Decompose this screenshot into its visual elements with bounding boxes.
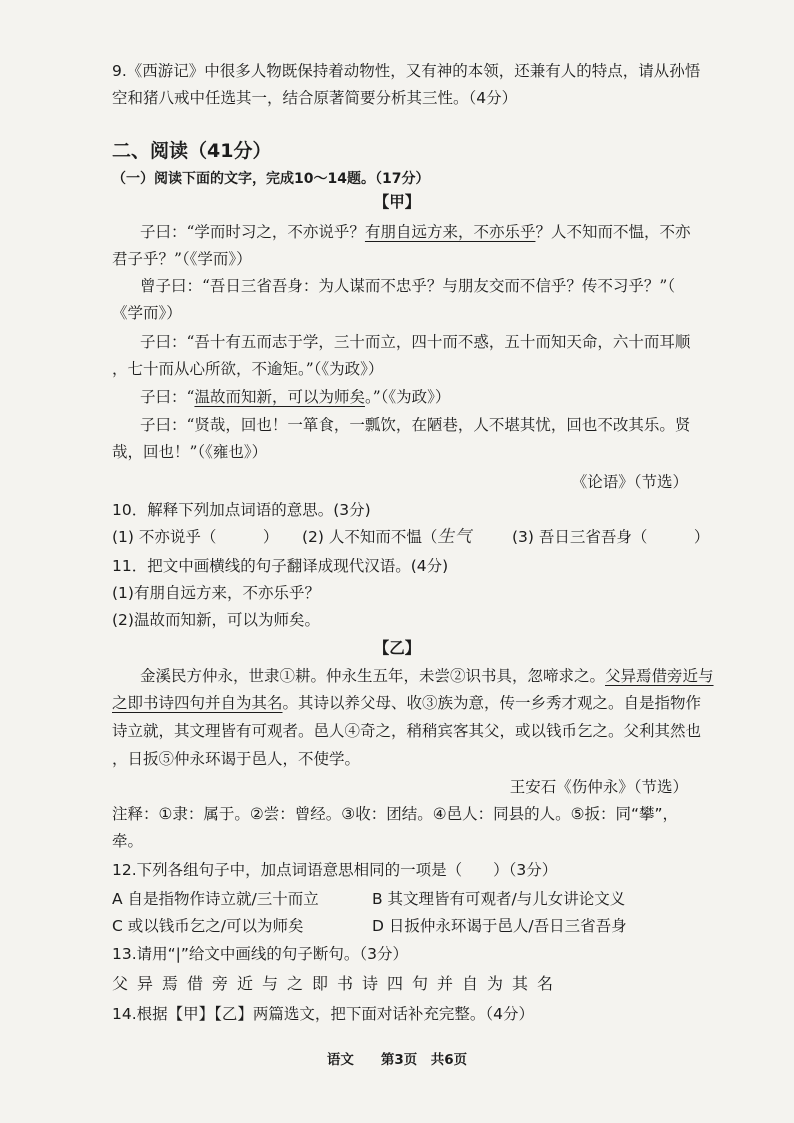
yi-line4: ，日扳⑤仲永环谒于邑人，不使学。	[112, 750, 361, 768]
jia-p1-text-a: 子曰：“学而时习之，不亦说乎？	[140, 223, 365, 241]
jia-p3-line1: 子曰：“吾十有五而志于学，三十而立，四十而不惑，五十而知天命，六十而耳顺	[140, 333, 691, 351]
yi-source: 王安石《伤仲永》（节选）	[509, 778, 688, 796]
jia-p1-line2: 君子乎？”（《学而》）	[112, 250, 252, 268]
q12-stem: 12.下列各组句子中，加点词语意思相同的一项是（ ）（3分）	[112, 861, 558, 879]
section-title: 二、阅读（41分）	[112, 140, 272, 162]
q10-item-3: (3) 吾日三省吾身（ ）	[512, 528, 710, 546]
jia-p4-text-a: 子曰：“	[140, 388, 195, 406]
q10-item-2	[302, 526, 471, 548]
yi-line2-text: 。其诗以养父母、收③族为意，传一乡秀才观之。自是指物作	[282, 694, 702, 712]
jia-p1-text-b: ？人不知而不愠，不亦	[535, 223, 691, 241]
q12-option-d: D 日扳仲永环谒于邑人/吾日三省吾身	[372, 917, 627, 935]
q11-stem: 11．把文中画横线的句子翻译成现代汉语。(4分)	[112, 557, 449, 575]
yi-underlined-b: 之即书诗四句并自为其名	[112, 694, 283, 712]
yi-underlined-a: 父异焉借旁近与	[605, 667, 714, 685]
jia-p3-line2: ，七十而从心所欲，不逾矩。”（《为政》）	[112, 360, 384, 378]
jia-p5-line2: 哉，回也！”（《雍也》）	[112, 443, 268, 461]
jia-p5-line1: 子曰：“贤哉，回也！一箪食，一瓢饮，在陋巷，人不堪其忧，回也不改其乐。贤	[140, 416, 691, 434]
q9-line1: 9.《西游记》中很多人物既保持着动物性，又有神的本领，还兼有人的特点，请从孙悟	[112, 62, 701, 80]
q10-item-1: (1) 不亦说乎（ ）	[112, 528, 279, 546]
yi-line3: 诗立就，其文理皆有可观者。邑人④奇之，稍稍宾客其父，或以钱币乞之。父利其然也	[112, 722, 702, 740]
jia-p2-line2: 《学而》）	[112, 304, 182, 322]
jia-underlined-sentence-2: 温故而知新，可以为师矣	[194, 388, 365, 406]
q12-option-c: C 或以钱币乞之/可以为师矣	[112, 917, 304, 935]
q9-line2: 空和猪八戒中任选其一，结合原著简要分析其三性。（4分）	[112, 89, 518, 107]
q14-stem: 14.根据【甲】【乙】两篇选文，把下面对话补充完整。（4分）	[112, 1005, 535, 1023]
yi-line1	[140, 665, 714, 687]
jia-underlined-sentence-1: 有朋自远方来，不亦乐乎	[364, 223, 536, 241]
yi-line2	[112, 692, 701, 714]
passage-yi-label: 【乙】	[373, 639, 421, 657]
yi-line1-text: 金溪民方仲永，世隶①耕。仲永生五年，未尝②识书具，忽啼求之。	[140, 667, 606, 685]
q13-stem: 13.请用“|”给文中画线的句子断句。（3分）	[112, 945, 409, 963]
jia-source: 《论语》（节选）	[571, 473, 688, 491]
q12-option-b: B 其文理皆有可观者/与儿女讲论文义	[372, 890, 626, 908]
q12-option-a: A 自是指物作诗立就/三十而立	[112, 890, 319, 908]
part-instruction: （一）阅读下面的文字，完成10～14题。（17分）	[112, 171, 430, 187]
q11-item-1: (1)有朋自远方来，不亦乐乎？	[112, 584, 320, 602]
jia-p2-line1: 曾子曰：“吾日三省吾身：为人谋而不忠乎？与朋友交而不信乎？传不习乎？”（	[140, 277, 676, 295]
passage-jia-label: 【甲】	[373, 193, 421, 211]
handwritten-answer: 生气	[437, 527, 472, 547]
q10-item-2-text: (2) 人不知而不愠（	[302, 528, 438, 546]
q13-sentence: 父异焉借旁近与之即书诗四句并自为其名	[112, 974, 563, 993]
q11-item-2: (2)温故而知新，可以为师矣。	[112, 611, 320, 629]
yi-notes-line1: 注释：①隶：属于。②尝：曾经。③收：团结。④邑人：同县的人。⑤扳：同“攀”，	[112, 805, 679, 823]
jia-p4-line	[140, 386, 450, 408]
jia-p1-line1	[140, 221, 690, 243]
page-footer: 语文 第3页 共6页	[326, 1052, 468, 1068]
yi-notes-line2: 牵。	[112, 832, 144, 850]
q10-stem: 10．解释下列加点词语的意思。(3分)	[112, 501, 371, 519]
jia-p4-text-b: 。”（《为政》）	[364, 388, 451, 406]
